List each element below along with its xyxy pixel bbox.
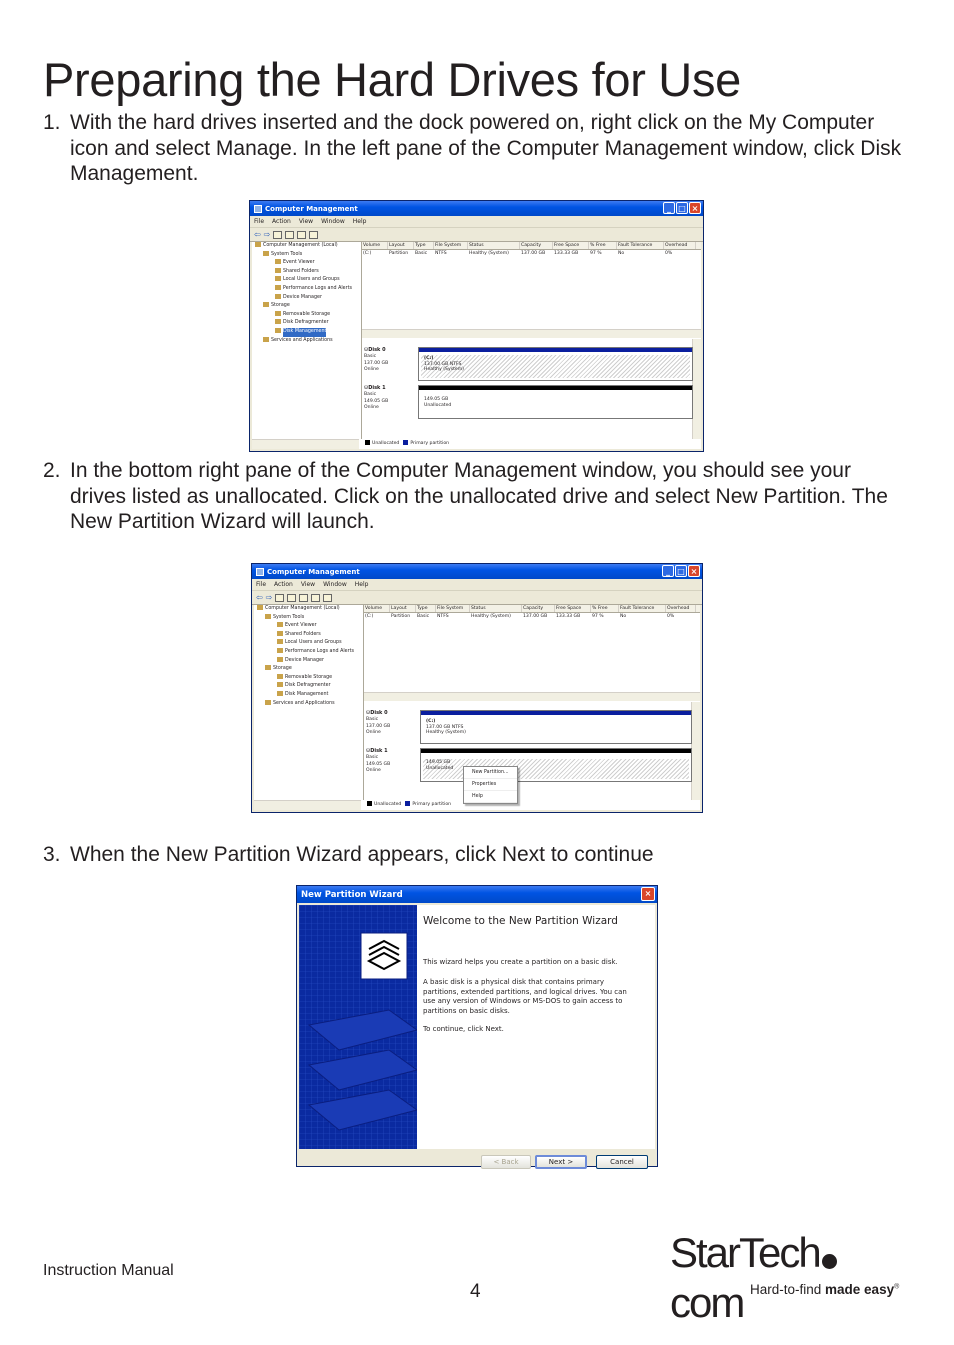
menu-help[interactable]: Help [352,218,367,225]
help-icon[interactable] [309,231,318,239]
tree-item[interactable]: System Tools [255,251,361,260]
tree-item[interactable]: Shared Folders [257,631,363,640]
menu-bar [250,216,703,228]
volume-row[interactable]: (C:) Partition Basic NTFS Healthy (System) 137.00 GB 133.33 GB 97 % No 0% [363,251,673,256]
disk-row-1[interactable] [364,748,692,784]
menu-view[interactable]: View [298,218,314,225]
show-hide-tree-icon[interactable] [285,231,294,239]
computer-icon [257,605,263,610]
partition-c[interactable]: (C:) 137.00 GB NTFS Healthy (System) [426,719,466,736]
context-menu [463,766,518,804]
back-arrow-icon[interactable]: ⇦ [256,592,263,602]
wizard-title: New Partition Wizard [301,889,403,900]
disk-legend: Unallocated Primary partition [362,439,449,449]
removable-storage-icon [275,311,281,316]
tree-horizontal-scrollbar[interactable] [252,439,359,449]
properties-icon[interactable] [297,231,306,239]
column-header[interactable]: Free Space [555,605,591,612]
unallocated-swatch [367,801,372,806]
step-text: In the bottom right pane of the Computer Management window, you should see your drives listed as unallocated. Click on the unallocated drive and select New Partition. The New Partition Wizard will launch. [70,459,888,533]
column-header[interactable]: Fault Tolerance [617,242,664,249]
tree-item[interactable]: System Tools [257,614,363,623]
column-header[interactable]: Status [468,242,520,249]
disk-legend: Unallocated Primary partition [364,800,451,810]
step-number: 2. [43,459,61,482]
disk-graphical-view [364,702,700,800]
window-titlebar [252,564,702,579]
step-text: When the New Partition Wizard appears, click Next to continue [70,843,654,866]
page-number: 4 [470,1281,481,1302]
device-manager-icon [275,294,281,299]
logo-tagline: Hard-to-find made easy® [750,1282,900,1297]
partition-c[interactable]: (C:) 137.00 GB NTFS Healthy (System) [421,355,690,378]
step-number: 3. [43,843,61,866]
wizard-description-text: A basic disk is a physical disk that contains primary partitions, extended partitions, and logical drives. You can use any version of Windows or MS-DOS to gain access to partitions on basic disks. [423,978,627,1015]
computer-management-icon [254,205,262,213]
tree-item[interactable]: Services and Applications [255,337,361,346]
tree-item[interactable]: Disk Defragmenter [255,319,361,328]
disk-view-scrollbar[interactable] [691,702,700,800]
column-header[interactable]: Type [414,242,434,249]
new-partition-wizard-screenshot [296,885,658,1167]
disk-icon: ⛁ [364,347,369,353]
computer-management-screenshot-1 [249,200,704,452]
disk-management-icon [277,691,283,696]
toolbar [252,591,702,605]
tree-item[interactable]: Removable Storage [255,311,361,320]
up-folder-icon[interactable] [273,231,282,239]
column-header[interactable]: Status [470,605,522,612]
column-header[interactable]: Capacity [520,242,553,249]
services-icon [263,337,269,342]
step-2 [43,458,903,535]
menu-file[interactable]: File [256,581,267,588]
properties-icon[interactable] [299,594,308,602]
menu-action[interactable]: Action [272,218,291,225]
wizard-titlebar [297,886,657,903]
help-menu-item[interactable]: Help [464,791,517,803]
defragmenter-icon [275,319,281,324]
window-title: Computer Management [267,567,360,576]
column-header[interactable]: Capacity [522,605,555,612]
disk-row-0[interactable] [364,710,692,746]
wizard-heading: Welcome to the New Partition Wizard [423,915,618,927]
step-3 [43,842,903,868]
column-header[interactable]: Layout [390,605,416,612]
tree-item[interactable]: Removable Storage [257,674,363,683]
close-button[interactable]: × [689,202,701,214]
properties-menu-item[interactable]: Properties [464,779,517,791]
content-panes [252,242,701,449]
disk-1-bar[interactable] [418,385,693,419]
tree-item[interactable]: Local Users and Groups [255,276,361,285]
close-button[interactable]: × [641,887,655,901]
column-header[interactable]: File System [436,605,470,612]
logo-dot-icon [822,1254,837,1269]
tree-item[interactable]: Local Users and Groups [257,639,363,648]
wizard-continue-text: To continue, click Next. [423,1025,504,1033]
tree-item[interactable]: Computer Management (Local) [257,605,363,614]
toolbar [250,228,703,242]
minimize-button[interactable]: _ [663,202,675,214]
wizard-side-banner [299,905,417,1149]
wizard-banner-graphic [299,905,417,1149]
services-icon [265,700,271,705]
footer-manual-label: Instruction Manual [43,1262,174,1279]
next-button[interactable]: Next > [535,1155,587,1169]
tree-horizontal-scrollbar[interactable] [254,800,361,810]
device-manager-icon [277,657,283,662]
export-icon[interactable] [323,594,332,602]
column-header[interactable]: Type [416,605,436,612]
tree-item[interactable]: Device Manager [257,657,363,666]
details-pane [364,605,700,800]
removable-storage-icon [277,674,283,679]
disk-icon: ⛁ [366,710,371,716]
volume-list-header [364,605,700,613]
column-header[interactable]: Free Space [553,242,589,249]
tree-item[interactable]: Disk Defragmenter [257,682,363,691]
forward-arrow-icon[interactable]: ⇨ [263,229,271,239]
console-tree [252,242,362,439]
menu-file[interactable]: File [254,218,265,225]
users-icon [275,276,281,281]
tree-item[interactable]: Event Viewer [257,622,363,631]
volume-list-scrollbar[interactable] [364,692,700,701]
window-titlebar [250,201,703,216]
tools-icon [265,614,271,619]
step-1 [43,110,903,187]
menu-action[interactable]: Action [274,581,293,588]
new-partition-menu-item[interactable]: New Partition... [464,767,517,779]
disk-0-bar[interactable] [418,347,693,381]
wizard-intro-text: This wizard helps you create a partition on a basic disk. [423,958,618,966]
shared-folder-icon [277,631,283,636]
maximize-button[interactable]: □ [675,565,687,577]
tree-item-disk-management[interactable]: Disk Management [255,328,361,337]
back-button[interactable]: < Back [481,1155,531,1169]
tree-item[interactable]: Storage [255,302,361,311]
disk-row-0[interactable] [362,347,693,383]
primary-swatch [405,801,410,806]
disk-management-icon [275,328,281,333]
disk-0-bar[interactable] [420,710,692,744]
step-text: With the hard drives inserted and the dock powered on, right click on the My Computer icon and select Manage. In the left pane of the Computer Management window, click Disk Management. [70,111,902,185]
shared-folder-icon [275,268,281,273]
console-tree [254,605,364,800]
tools-icon [263,251,269,256]
volume-list-scrollbar[interactable] [362,329,701,338]
column-header[interactable]: Overhead [666,605,696,612]
startech-logo [670,1228,910,1326]
logo-wordmark: StarTechcom [670,1228,910,1328]
disk-view-scrollbar[interactable] [692,339,701,439]
tree-item[interactable]: Performance Logs and Alerts [257,648,363,657]
menu-window[interactable]: Window [321,218,345,225]
column-header[interactable]: Volume [362,242,388,249]
menu-bar [252,579,702,591]
tree-item[interactable]: Device Manager [255,294,361,303]
disk-row-1[interactable] [362,385,693,421]
event-viewer-icon [275,259,281,264]
show-hide-tree-icon[interactable] [287,594,296,602]
storage-icon [265,665,271,670]
close-button[interactable]: × [688,565,700,577]
menu-view[interactable]: View [300,581,316,588]
menu-window[interactable]: Window [323,581,347,588]
wizard-content [417,905,655,1149]
volume-list-header [362,242,701,250]
tree-item[interactable]: Computer Management (Local) [255,242,361,251]
back-arrow-icon[interactable]: ⇦ [254,229,261,239]
help-icon[interactable] [311,594,320,602]
computer-icon [255,242,261,247]
disk-label: ⛁Disk 0 Basic 137.00 GB Online [366,710,391,736]
details-pane [362,242,701,439]
column-header[interactable]: % Free [591,605,619,612]
defragmenter-icon [277,682,283,687]
column-header[interactable]: Volume [364,605,390,612]
volume-row[interactable]: (C:) Partition Basic NTFS Healthy (System) 137.00 GB 133.33 GB 97 % No 0% [365,614,675,619]
performance-icon [275,285,281,290]
disk-label: ⛁Disk 0 Basic 137.00 GB Online [364,347,389,373]
page-title: Preparing the Hard Drives for Use [43,53,741,106]
performance-icon [277,648,283,653]
tree-item[interactable]: Event Viewer [255,259,361,268]
menu-help[interactable]: Help [354,581,369,588]
disk-graphical-view [362,339,701,439]
tree-item[interactable]: Services and Applications [257,700,363,709]
tree-item[interactable]: Storage [257,665,363,674]
tree-item[interactable]: Shared Folders [255,268,361,277]
column-header[interactable]: File System [434,242,468,249]
step-number: 1. [43,111,61,134]
window-title: Computer Management [265,204,358,213]
unallocated-space[interactable]: 149.05 GB Unallocated [424,397,452,408]
disk-icon: ⛁ [364,385,369,391]
column-header[interactable]: Overhead [664,242,696,249]
column-header[interactable]: Layout [388,242,414,249]
column-header[interactable]: Fault Tolerance [619,605,666,612]
computer-management-screenshot-2 [251,563,703,813]
computer-management-icon [256,568,264,576]
disk-icon: ⛁ [366,748,371,754]
users-icon [277,639,283,644]
tree-item-disk-management[interactable]: Disk Management [257,691,363,700]
cancel-button[interactable]: Cancel [596,1155,648,1169]
disk-1-bar[interactable] [420,748,692,782]
primary-swatch [403,440,408,445]
column-header[interactable]: % Free [589,242,617,249]
up-folder-icon[interactable] [275,594,284,602]
disk-label: ⛁Disk 1 Basic 149.05 GB Online [364,385,389,411]
unallocated-swatch [365,440,370,445]
event-viewer-icon [277,622,283,627]
storage-icon [263,302,269,307]
tree-item[interactable]: Performance Logs and Alerts [255,285,361,294]
maximize-button[interactable]: □ [676,202,688,214]
forward-arrow-icon[interactable]: ⇨ [265,592,273,602]
unallocated-space[interactable]: 149.05 GB Unallocated [423,759,689,779]
minimize-button[interactable]: _ [662,565,674,577]
disk-label: ⛁Disk 1 Basic 149.05 GB Online [366,748,391,774]
